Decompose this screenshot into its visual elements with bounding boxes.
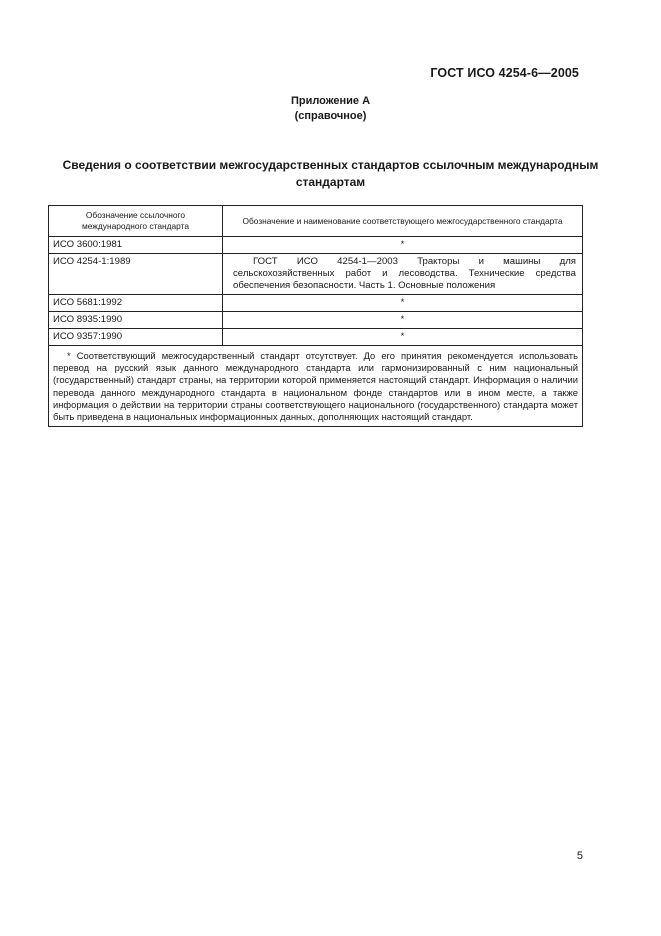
header-interstate-standard: Обозначение и наименование соответствующего межгосударственного стандарта <box>242 215 563 226</box>
table-footnote <box>49 345 582 426</box>
ref-standard-cell: ИСО 4254-1:1989 <box>49 254 223 294</box>
interstate-standard-cell: * <box>400 239 405 250</box>
table-row <box>49 253 582 294</box>
gost-text: ГОСТ ИСО 4254-1—2003 Тракторы и машины для сельскохозяйственных работ и лесоводства. Технические средства обеспечения безопасности. Часть 1. Основные положения <box>233 256 576 291</box>
interstate-standard-cell: * <box>400 297 405 308</box>
appendix-heading <box>0 94 661 124</box>
ref-standard-cell: ИСО 9357:1990 <box>49 329 223 345</box>
page-number: 5 <box>576 850 583 862</box>
table-row <box>49 294 582 311</box>
table-header-row <box>49 206 582 236</box>
appendix-kind: (справочное) <box>294 110 367 122</box>
interstate-standard-cell <box>223 254 582 294</box>
ref-standard-cell: ИСО 3600:1981 <box>49 237 223 253</box>
ref-standard-cell: ИСО 5681:1992 <box>49 295 223 311</box>
appendix-label: Приложение А <box>290 95 371 107</box>
table-row <box>49 328 582 345</box>
footnote-text: * Соответствующий межгосударственный стандарт отсутствует. До его принятия рекомендуется использовать перевод на русский язык данного международного стандарта или гармонизированный с ним национальный (государственный) стандарт страны, на территории которой применяется настоящий стандарт. Информация о наличии перевода данного международного стандарта в национальном фонде стандартов или в ином месте, а также информация о действии на территории страны соответствующего национального (государственного) стандарта может быть приведена в национальных информационных данных, дополняющих настоящий стандарт. <box>53 350 578 423</box>
table-row <box>49 236 582 253</box>
interstate-standard-cell: * <box>400 314 405 325</box>
ref-standard-cell: ИСО 8935:1990 <box>49 312 223 328</box>
interstate-standard-cell: * <box>400 331 405 342</box>
header-international-standard: Обозначение ссылочного международного стандарта <box>49 206 223 236</box>
correspondence-table <box>48 205 583 427</box>
document-code: ГОСТ ИСО 4254-6—2005 <box>430 66 579 80</box>
table-row <box>49 311 582 328</box>
section-title: Сведения о соответствии межгосударственных стандартов ссылочным международным стандартам <box>62 158 599 189</box>
